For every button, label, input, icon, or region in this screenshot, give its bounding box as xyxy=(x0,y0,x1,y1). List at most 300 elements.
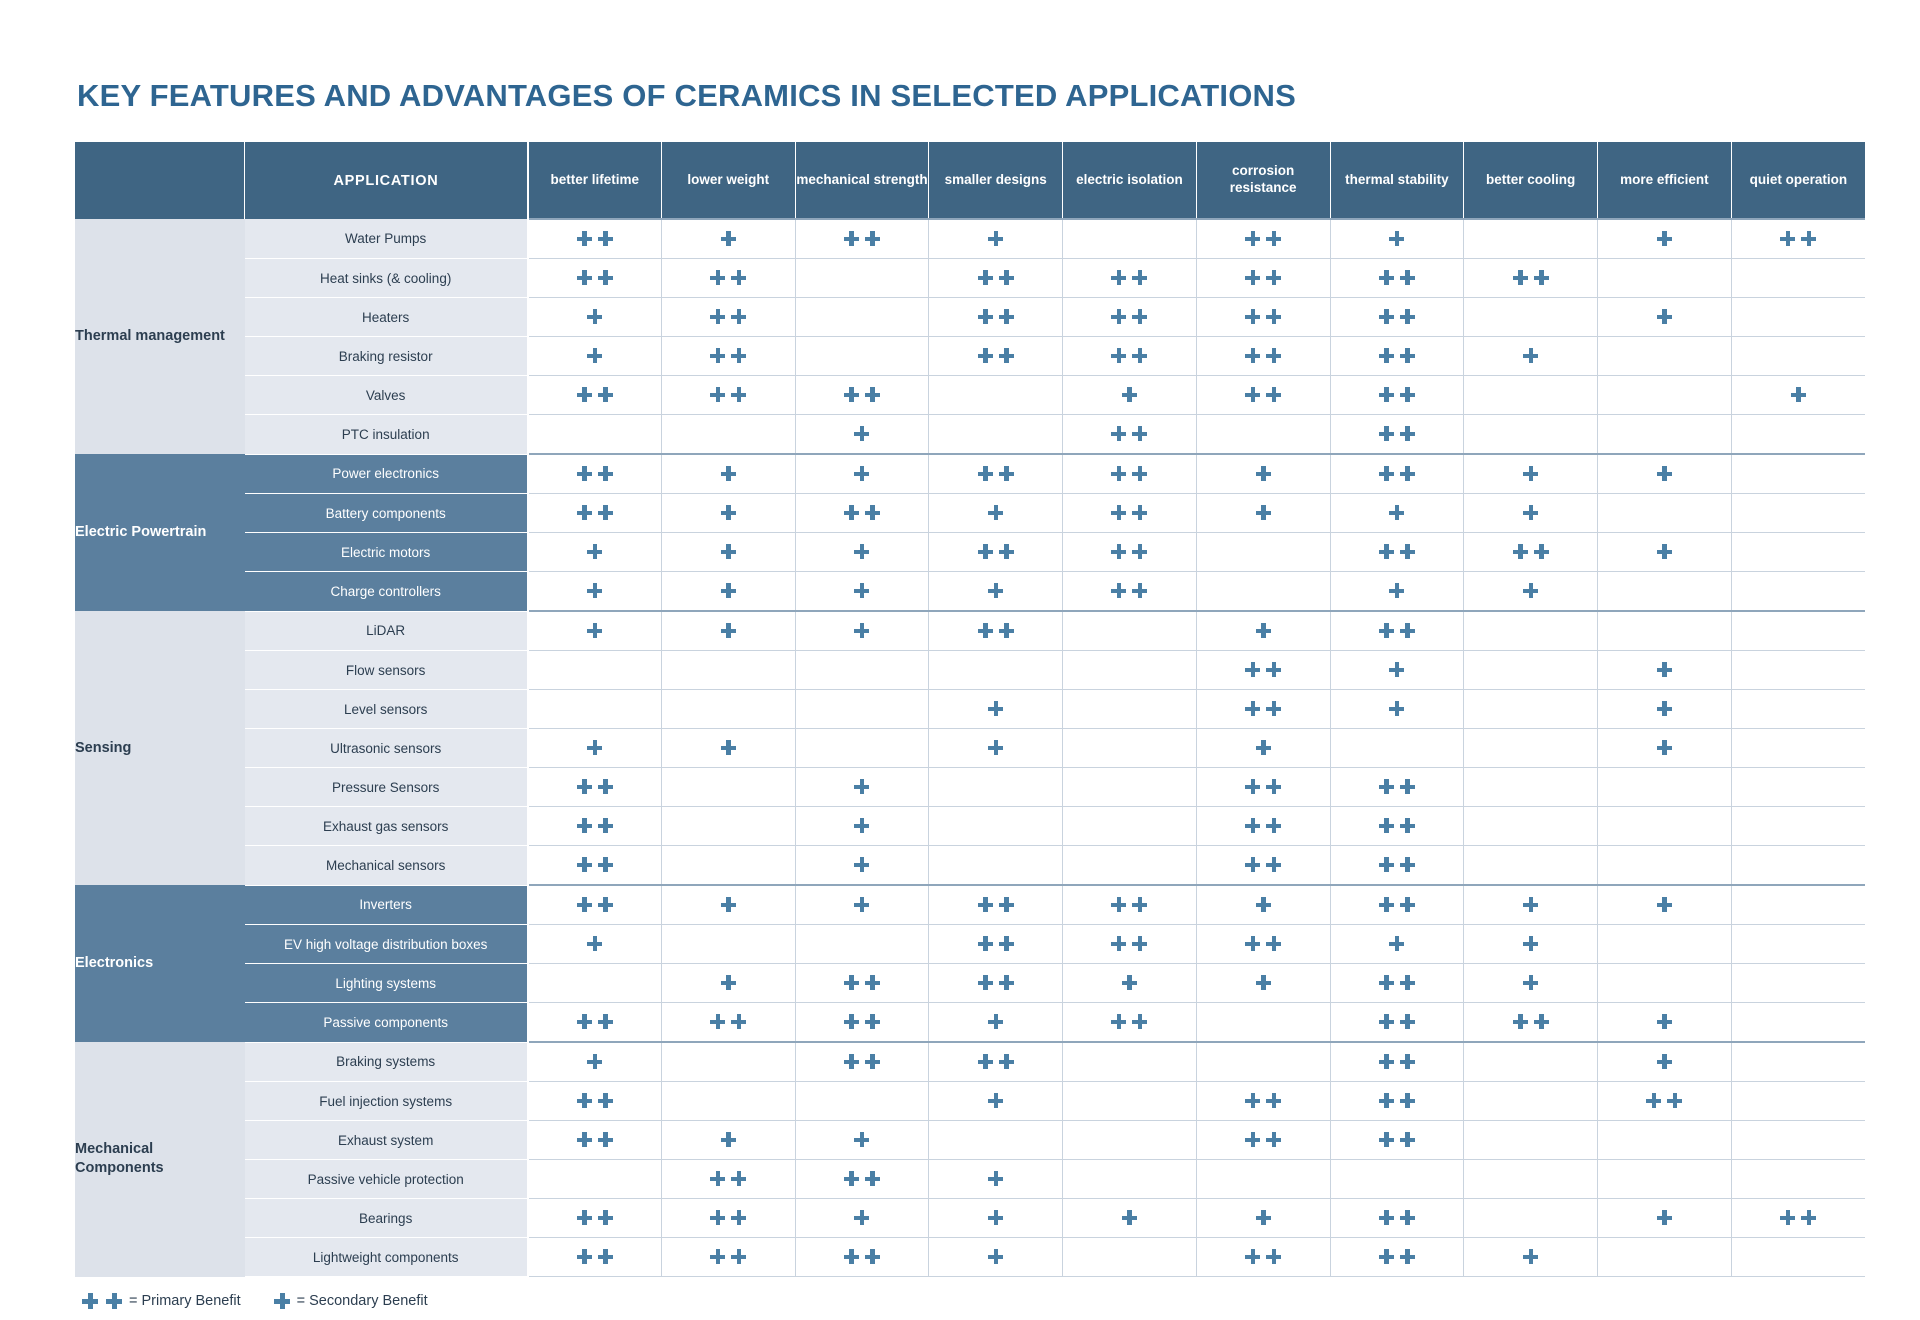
cell-water-pumps-smaller-designs xyxy=(929,219,1063,259)
cell-valves-mechanical-strength xyxy=(795,376,929,415)
cell-ev-high-voltage-distribution-boxes-better-lifetime xyxy=(528,925,662,964)
plus-icon xyxy=(1657,1014,1672,1029)
plus-icon xyxy=(577,466,592,481)
cell-lightweight-components-corrosion-resistance xyxy=(1196,1238,1330,1277)
plus-icon xyxy=(598,387,613,402)
plus-icon xyxy=(598,1249,613,1264)
cell-ptc-insulation-corrosion-resistance xyxy=(1196,415,1330,455)
cell-electric-motors-more-efficient xyxy=(1598,533,1732,572)
table-header xyxy=(75,142,1865,219)
cell-water-pumps-mechanical-strength xyxy=(795,219,929,259)
plus-icon xyxy=(865,505,880,520)
cell-mechanical-sensors-more-efficient xyxy=(1598,846,1732,886)
header-col-better-lifetime: better lifetime xyxy=(528,142,662,219)
plus-icon xyxy=(978,623,993,638)
cell-power-electronics-better-cooling xyxy=(1464,454,1598,494)
table-row xyxy=(75,611,1865,651)
plus-icon xyxy=(1513,544,1528,559)
plus-icon xyxy=(1122,975,1137,990)
table-row xyxy=(75,1042,1865,1082)
cell-lightweight-components-better-lifetime xyxy=(528,1238,662,1277)
plus-icon xyxy=(731,1249,746,1264)
plus-icon xyxy=(1111,466,1126,481)
plus-icon xyxy=(978,544,993,559)
plus-icon xyxy=(1266,348,1281,363)
cell-passive-vehicle-protection-more-efficient xyxy=(1598,1160,1732,1199)
cell-heaters-smaller-designs xyxy=(929,298,1063,337)
cell-braking-systems-more-efficient xyxy=(1598,1042,1732,1082)
plus-icon xyxy=(1379,1093,1394,1108)
cell-pressure-sensors-better-cooling xyxy=(1464,768,1598,807)
plus-icon xyxy=(587,348,602,363)
page-title: KEY FEATURES AND ADVANTAGES OF CERAMICS IN SELECTED APPLICATIONS xyxy=(77,78,1296,113)
plus-icon xyxy=(865,1249,880,1264)
plus-icon xyxy=(1256,897,1271,912)
plus-icon xyxy=(1523,1249,1538,1264)
plus-icon xyxy=(1780,1210,1795,1225)
cell-ptc-insulation-better-lifetime xyxy=(528,415,662,455)
plus-icon xyxy=(1523,466,1538,481)
plus-icon xyxy=(1266,662,1281,677)
application-label-lidar: LiDAR xyxy=(245,611,528,651)
cell-passive-vehicle-protection-electric-isolation xyxy=(1063,1160,1197,1199)
cell-exhaust-system-quiet-operation xyxy=(1731,1121,1865,1160)
plus-icon xyxy=(844,1171,859,1186)
plus-icon xyxy=(1400,897,1415,912)
plus-icon xyxy=(1379,1249,1394,1264)
cell-inverters-quiet-operation xyxy=(1731,885,1865,925)
plus-icon xyxy=(1266,231,1281,246)
plus-icon xyxy=(1657,309,1672,324)
application-label-water-pumps: Water Pumps xyxy=(245,219,528,259)
cell-valves-corrosion-resistance xyxy=(1196,376,1330,415)
plus-icon xyxy=(1132,583,1147,598)
cell-braking-systems-electric-isolation xyxy=(1063,1042,1197,1082)
plus-icon xyxy=(1400,270,1415,285)
plus-icon xyxy=(1111,897,1126,912)
cell-lighting-systems-more-efficient xyxy=(1598,964,1732,1003)
cell-power-electronics-lower-weight xyxy=(661,454,795,494)
cell-heaters-quiet-operation xyxy=(1731,298,1865,337)
cell-lighting-systems-mechanical-strength xyxy=(795,964,929,1003)
plus-icon xyxy=(1245,936,1260,951)
cell-braking-resistor-more-efficient xyxy=(1598,337,1732,376)
cell-passive-components-better-cooling xyxy=(1464,1003,1598,1043)
cell-inverters-better-lifetime xyxy=(528,885,662,925)
cell-passive-vehicle-protection-better-lifetime xyxy=(528,1160,662,1199)
cell-power-electronics-better-lifetime xyxy=(528,454,662,494)
table-row xyxy=(75,651,1865,690)
cell-ev-high-voltage-distribution-boxes-smaller-designs xyxy=(929,925,1063,964)
application-label-heaters: Heaters xyxy=(245,298,528,337)
cell-lighting-systems-quiet-operation xyxy=(1731,964,1865,1003)
plus-icon xyxy=(1122,387,1137,402)
cell-level-sensors-better-cooling xyxy=(1464,690,1598,729)
plus-icon xyxy=(598,1014,613,1029)
plus-icon xyxy=(577,1249,592,1264)
cell-exhaust-system-electric-isolation xyxy=(1063,1121,1197,1160)
plus-icon xyxy=(999,544,1014,559)
cell-ev-high-voltage-distribution-boxes-thermal-stability xyxy=(1330,925,1464,964)
plus-icon xyxy=(1111,426,1126,441)
plus-icon xyxy=(1256,505,1271,520)
cell-power-electronics-quiet-operation xyxy=(1731,454,1865,494)
plus-icon xyxy=(721,897,736,912)
plus-icon xyxy=(1667,1093,1682,1108)
cell-lighting-systems-lower-weight xyxy=(661,964,795,1003)
cell-heat-sinks-cooling-thermal-stability xyxy=(1330,259,1464,298)
plus-icon xyxy=(988,1014,1003,1029)
application-label-heat-sinks-cooling: Heat sinks (& cooling) xyxy=(245,259,528,298)
legend-primary-label: = Primary Benefit xyxy=(129,1293,241,1309)
plus-icon xyxy=(1400,1014,1415,1029)
cell-lightweight-components-thermal-stability xyxy=(1330,1238,1464,1277)
plus-icon xyxy=(999,936,1014,951)
plus-icon xyxy=(1245,779,1260,794)
plus-icon xyxy=(721,1132,736,1147)
plus-icon xyxy=(1111,936,1126,951)
cell-water-pumps-lower-weight xyxy=(661,219,795,259)
legend xyxy=(75,1293,1845,1309)
cell-ultrasonic-sensors-lower-weight xyxy=(661,729,795,768)
cell-braking-resistor-quiet-operation xyxy=(1731,337,1865,376)
plus-icon xyxy=(598,1132,613,1147)
plus-icon xyxy=(1132,466,1147,481)
plus-icon xyxy=(865,1054,880,1069)
plus-icon xyxy=(1379,1132,1394,1147)
cell-pressure-sensors-lower-weight xyxy=(661,768,795,807)
cell-ultrasonic-sensors-corrosion-resistance xyxy=(1196,729,1330,768)
header-application: APPLICATION xyxy=(245,142,528,219)
plus-icon xyxy=(721,975,736,990)
plus-icon xyxy=(1379,1210,1394,1225)
plus-icon xyxy=(587,623,602,638)
plus-icon xyxy=(1791,387,1806,402)
cell-level-sensors-corrosion-resistance xyxy=(1196,690,1330,729)
plus-icon xyxy=(1379,779,1394,794)
plus-icon xyxy=(1266,309,1281,324)
cell-ultrasonic-sensors-mechanical-strength xyxy=(795,729,929,768)
table-row xyxy=(75,846,1865,886)
plus-icon xyxy=(1400,466,1415,481)
plus-icon xyxy=(978,270,993,285)
group-label-thermal-management: Thermal management xyxy=(75,219,245,454)
plus-icon xyxy=(587,740,602,755)
cell-power-electronics-electric-isolation xyxy=(1063,454,1197,494)
plus-icon xyxy=(598,231,613,246)
plus-icon xyxy=(721,231,736,246)
table-row xyxy=(75,1003,1865,1043)
cell-battery-components-better-cooling xyxy=(1464,494,1598,533)
plus-icon xyxy=(1111,309,1126,324)
plus-icon xyxy=(1400,1054,1415,1069)
legend-primary xyxy=(81,1293,241,1309)
cell-exhaust-system-thermal-stability xyxy=(1330,1121,1464,1160)
cell-exhaust-gas-sensors-better-cooling xyxy=(1464,807,1598,846)
plus-icon xyxy=(1266,270,1281,285)
plus-icon xyxy=(1400,1132,1415,1147)
cell-electric-motors-corrosion-resistance xyxy=(1196,533,1330,572)
cell-lighting-systems-corrosion-resistance xyxy=(1196,964,1330,1003)
cell-fuel-injection-systems-better-lifetime xyxy=(528,1082,662,1121)
cell-passive-components-quiet-operation xyxy=(1731,1003,1865,1043)
cell-braking-systems-better-lifetime xyxy=(528,1042,662,1082)
cell-passive-components-corrosion-resistance xyxy=(1196,1003,1330,1043)
plus-icon xyxy=(1132,309,1147,324)
cell-lidar-smaller-designs xyxy=(929,611,1063,651)
plus-icon xyxy=(598,818,613,833)
plus-icon xyxy=(999,975,1014,990)
plus-icon xyxy=(1266,936,1281,951)
cell-pressure-sensors-more-efficient xyxy=(1598,768,1732,807)
header-col-lower-weight: lower weight xyxy=(661,142,795,219)
cell-braking-systems-quiet-operation xyxy=(1731,1042,1865,1082)
cell-fuel-injection-systems-corrosion-resistance xyxy=(1196,1082,1330,1121)
plus-icon xyxy=(844,231,859,246)
cell-inverters-thermal-stability xyxy=(1330,885,1464,925)
plus-icon xyxy=(865,1171,880,1186)
plus-icon xyxy=(988,231,1003,246)
cell-exhaust-system-better-lifetime xyxy=(528,1121,662,1160)
plus-icon xyxy=(999,309,1014,324)
plus-icon xyxy=(1111,1014,1126,1029)
application-label-valves: Valves xyxy=(245,376,528,415)
cell-electric-motors-thermal-stability xyxy=(1330,533,1464,572)
cell-lighting-systems-smaller-designs xyxy=(929,964,1063,1003)
cell-ev-high-voltage-distribution-boxes-electric-isolation xyxy=(1063,925,1197,964)
cell-heaters-lower-weight xyxy=(661,298,795,337)
plus-icon xyxy=(1245,270,1260,285)
plus-icon xyxy=(577,818,592,833)
plus-icon xyxy=(1523,975,1538,990)
plus-icon xyxy=(1132,897,1147,912)
plus-icon xyxy=(844,1054,859,1069)
plus-icon xyxy=(1256,466,1271,481)
plus-icon xyxy=(731,1014,746,1029)
cell-inverters-corrosion-resistance xyxy=(1196,885,1330,925)
plus-icon xyxy=(1657,466,1672,481)
plus-icon xyxy=(854,1210,869,1225)
plus-icon xyxy=(1657,1210,1672,1225)
cell-passive-vehicle-protection-better-cooling xyxy=(1464,1160,1598,1199)
plus-icon xyxy=(1379,1014,1394,1029)
cell-exhaust-gas-sensors-better-lifetime xyxy=(528,807,662,846)
cell-power-electronics-mechanical-strength xyxy=(795,454,929,494)
application-label-bearings: Bearings xyxy=(245,1199,528,1238)
cell-lightweight-components-smaller-designs xyxy=(929,1238,1063,1277)
plus-icon xyxy=(1132,505,1147,520)
cell-lightweight-components-better-cooling xyxy=(1464,1238,1598,1277)
cell-heaters-better-lifetime xyxy=(528,298,662,337)
plus-icon xyxy=(1111,270,1126,285)
cell-passive-components-mechanical-strength xyxy=(795,1003,929,1043)
plus-icon xyxy=(1379,426,1394,441)
plus-icon xyxy=(854,544,869,559)
application-label-lighting-systems: Lighting systems xyxy=(245,964,528,1003)
group-label-mechanical-components: Mechanical Components xyxy=(75,1042,245,1277)
plus-icon xyxy=(1657,544,1672,559)
plus-icon xyxy=(577,1132,592,1147)
cell-bearings-lower-weight xyxy=(661,1199,795,1238)
plus-icon xyxy=(854,426,869,441)
cell-pressure-sensors-quiet-operation xyxy=(1731,768,1865,807)
plus-icon xyxy=(978,348,993,363)
plus-icon xyxy=(710,1210,725,1225)
group-label-electronics: Electronics xyxy=(75,885,245,1042)
plus-icon xyxy=(1657,897,1672,912)
cell-charge-controllers-thermal-stability xyxy=(1330,572,1464,612)
cell-mechanical-sensors-smaller-designs xyxy=(929,846,1063,886)
plus-icon xyxy=(1132,426,1147,441)
plus-icon xyxy=(1513,1014,1528,1029)
cell-bearings-corrosion-resistance xyxy=(1196,1199,1330,1238)
cell-ev-high-voltage-distribution-boxes-quiet-operation xyxy=(1731,925,1865,964)
cell-bearings-more-efficient xyxy=(1598,1199,1732,1238)
application-label-braking-resistor: Braking resistor xyxy=(245,337,528,376)
plus-icon xyxy=(1266,818,1281,833)
plus-icon xyxy=(1523,897,1538,912)
cell-exhaust-gas-sensors-thermal-stability xyxy=(1330,807,1464,846)
cell-flow-sensors-electric-isolation xyxy=(1063,651,1197,690)
plus-icon xyxy=(1245,387,1260,402)
cell-ev-high-voltage-distribution-boxes-corrosion-resistance xyxy=(1196,925,1330,964)
plus-icon xyxy=(1245,662,1260,677)
plus-icon xyxy=(1245,1249,1260,1264)
plus-icon xyxy=(854,583,869,598)
cell-flow-sensors-better-lifetime xyxy=(528,651,662,690)
cell-fuel-injection-systems-more-efficient xyxy=(1598,1082,1732,1121)
plus-icon xyxy=(844,1249,859,1264)
plus-icon xyxy=(1657,662,1672,677)
table-row xyxy=(75,885,1865,925)
plus-icon xyxy=(1513,270,1528,285)
plus-icon xyxy=(598,1210,613,1225)
cell-valves-lower-weight xyxy=(661,376,795,415)
plus-icon xyxy=(731,1171,746,1186)
plus-icon xyxy=(1400,857,1415,872)
cell-lightweight-components-quiet-operation xyxy=(1731,1238,1865,1277)
plus-icon xyxy=(598,779,613,794)
cell-fuel-injection-systems-lower-weight xyxy=(661,1082,795,1121)
legend-secondary xyxy=(273,1293,428,1309)
cell-braking-systems-thermal-stability xyxy=(1330,1042,1464,1082)
plus-icon xyxy=(598,857,613,872)
plus-icon xyxy=(1389,701,1404,716)
plus-icon xyxy=(865,231,880,246)
plus-icon xyxy=(1245,701,1260,716)
plus-icon xyxy=(865,387,880,402)
cell-valves-thermal-stability xyxy=(1330,376,1464,415)
plus-icon xyxy=(106,1293,122,1309)
cell-heat-sinks-cooling-lower-weight xyxy=(661,259,795,298)
plus-icon xyxy=(1523,583,1538,598)
cell-exhaust-system-corrosion-resistance xyxy=(1196,1121,1330,1160)
cell-lidar-mechanical-strength xyxy=(795,611,929,651)
cell-level-sensors-mechanical-strength xyxy=(795,690,929,729)
header-col-more-efficient: more efficient xyxy=(1598,142,1732,219)
cell-charge-controllers-quiet-operation xyxy=(1731,572,1865,612)
cell-valves-better-cooling xyxy=(1464,376,1598,415)
cell-flow-sensors-more-efficient xyxy=(1598,651,1732,690)
plus-icon xyxy=(1379,1054,1394,1069)
plus-icon xyxy=(577,1014,592,1029)
plus-icon xyxy=(844,505,859,520)
plus-icon xyxy=(587,309,602,324)
plus-icon xyxy=(988,740,1003,755)
cell-ultrasonic-sensors-thermal-stability xyxy=(1330,729,1464,768)
plus-icon xyxy=(1266,387,1281,402)
cell-charge-controllers-better-lifetime xyxy=(528,572,662,612)
cell-braking-resistor-corrosion-resistance xyxy=(1196,337,1330,376)
plus-icon xyxy=(999,270,1014,285)
cell-passive-components-better-lifetime xyxy=(528,1003,662,1043)
plus-icon xyxy=(1379,466,1394,481)
cell-fuel-injection-systems-thermal-stability xyxy=(1330,1082,1464,1121)
cell-exhaust-gas-sensors-more-efficient xyxy=(1598,807,1732,846)
application-label-fuel-injection-systems: Fuel injection systems xyxy=(245,1082,528,1121)
application-label-passive-components: Passive components xyxy=(245,1003,528,1043)
plus-icon xyxy=(1400,387,1415,402)
table-row xyxy=(75,925,1865,964)
application-label-lightweight-components: Lightweight components xyxy=(245,1238,528,1277)
header-col-electric-isolation: electric isolation xyxy=(1063,142,1197,219)
plus-icon xyxy=(844,975,859,990)
plus-icon xyxy=(598,270,613,285)
cell-battery-components-lower-weight xyxy=(661,494,795,533)
plus-icon xyxy=(1111,348,1126,363)
plus-icon xyxy=(1400,779,1415,794)
cell-charge-controllers-corrosion-resistance xyxy=(1196,572,1330,612)
cell-water-pumps-better-cooling xyxy=(1464,219,1598,259)
plus-icon xyxy=(577,857,592,872)
plus-icon xyxy=(577,505,592,520)
plus-icon xyxy=(999,466,1014,481)
plus-icon xyxy=(721,466,736,481)
plus-icon xyxy=(1400,544,1415,559)
cell-water-pumps-corrosion-resistance xyxy=(1196,219,1330,259)
plus-icon xyxy=(587,936,602,951)
table-row xyxy=(75,454,1865,494)
cell-ultrasonic-sensors-quiet-operation xyxy=(1731,729,1865,768)
cell-charge-controllers-mechanical-strength xyxy=(795,572,929,612)
cell-braking-resistor-thermal-stability xyxy=(1330,337,1464,376)
application-label-power-electronics: Power electronics xyxy=(245,454,528,494)
plus-icon xyxy=(1245,818,1260,833)
cell-braking-resistor-better-cooling xyxy=(1464,337,1598,376)
application-label-electric-motors: Electric motors xyxy=(245,533,528,572)
cell-bearings-electric-isolation xyxy=(1063,1199,1197,1238)
plus-icon xyxy=(1400,623,1415,638)
plus-icon xyxy=(1646,1093,1661,1108)
cell-mechanical-sensors-corrosion-resistance xyxy=(1196,846,1330,886)
plus-icon xyxy=(731,387,746,402)
legend-secondary-label: = Secondary Benefit xyxy=(296,1293,428,1309)
table-row xyxy=(75,1121,1865,1160)
cell-level-sensors-electric-isolation xyxy=(1063,690,1197,729)
cell-heaters-more-efficient xyxy=(1598,298,1732,337)
plus-icon xyxy=(1400,1210,1415,1225)
cell-battery-components-electric-isolation xyxy=(1063,494,1197,533)
application-label-pressure-sensors: Pressure Sensors xyxy=(245,768,528,807)
cell-exhaust-system-smaller-designs xyxy=(929,1121,1063,1160)
cell-mechanical-sensors-better-cooling xyxy=(1464,846,1598,886)
plus-icon xyxy=(1657,740,1672,755)
application-label-mechanical-sensors: Mechanical sensors xyxy=(245,846,528,886)
plus-icon xyxy=(988,701,1003,716)
plus-icon xyxy=(598,1093,613,1108)
plus-icon xyxy=(1266,701,1281,716)
cell-ultrasonic-sensors-more-efficient xyxy=(1598,729,1732,768)
